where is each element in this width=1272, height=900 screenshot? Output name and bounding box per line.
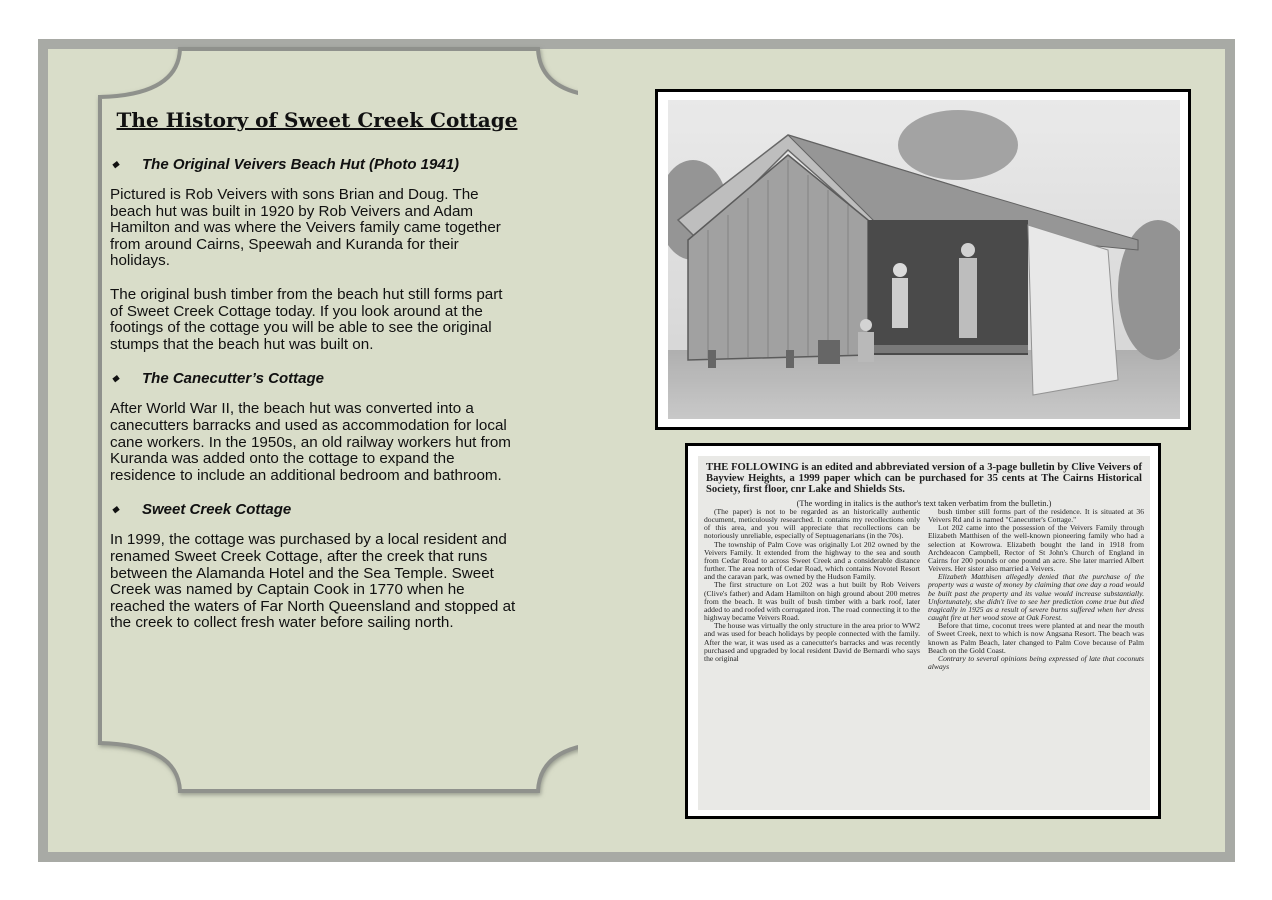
beach-hut-photo	[668, 100, 1180, 419]
bullet-icon: ◆	[112, 373, 119, 384]
clipping-columns	[704, 508, 1144, 671]
section-heading-beach-hut	[110, 156, 518, 173]
section-heading-text: The Canecutter’s Cottage	[142, 370, 324, 388]
section-heading-text: Sweet Creek Cottage	[142, 501, 292, 519]
clipping-column-left	[704, 508, 920, 671]
bullet-icon: ◆	[112, 159, 119, 169]
newspaper-clipping	[698, 456, 1150, 810]
clipping-headline: THE FOLLOWING is an edited and abbreviated version of a 3-page bulletin by Clive Veivers of Bayview Heights, a 1999 paper which can be purchased for 35 cents at The Cairns Historical Society, first floor, cnr Lake and Shields Sts.	[706, 462, 1142, 495]
clipping-paragraph: The first structure on Lot 202 was a hut built by Rob Veivers (Clive's father) and Adam Hamilton on high ground about 200 metres from the beach. It was built of bush timber with a bark roof, later added to and roofed with corrugated iron. The road connecting it to the highway became Veivers Road.	[704, 580, 920, 623]
paragraph: After World War II, the beach hut was converted into a canecutters barracks and used as accommodation for local cane workers. In the 1950s, an old railway workers hut from Kuranda was added onto the cottage to expand the residence to include an additional bedroom and bathroom.	[110, 400, 511, 484]
clipping-paragraph: Elizabeth Matthisen allegedly denied that the purchase of the property was a waste of money by claiming that one day a road would be built past the property and its value would increase substantially. Unfortunately, she didn't live to see her prediction come true but died tragically in 1925 as a result of severe burns suffered when her dress caught fire at her wood stove at Oak Forest.	[928, 572, 1144, 623]
clipping-paragraph: (The paper) is not to be regarded as an historically authentic document, meticulously researched. It contains my recollections only of this area, and you will appreciate that recollections can be notoriously unreliable, especially of Septuagenarians (in the 70s).	[704, 507, 920, 541]
paragraph: In 1999, the cottage was purchased by a local resident and renamed Sweet Creek Cottage, after the creek that runs between the Alamanda Hotel and the Sea Temple. Sweet Creek was named by Captain Cook in 1770 when he reached the waters of Far North Queensland and stopped at the creek to collect fresh water before sailing north.	[110, 531, 516, 632]
paragraph: The original bush timber from the beach hut still forms part of Sweet Creek Cottage today. If you look around at the footings of the cottage you will be able to see the original stumps that the beach hut was built on.	[110, 285, 503, 353]
clipping-frame	[685, 443, 1161, 819]
clipping-paragraph: Contrary to several opinions being expressed of late that coconuts always	[928, 653, 1144, 671]
clipping-column-right	[928, 508, 1144, 671]
section-heading-text: The Original Veivers Beach Hut (Photo 1941)	[142, 156, 460, 173]
bullet-icon: ◆	[112, 504, 119, 515]
clipping-paragraph: The house was virtually the only structure in the area prior to WW2 and was used for beach holidays by people connected with the family. After the war, it was used as a canecutter's barracks and was recently purchased and upgraded by local resident David de Bernardi who says the original	[704, 621, 920, 663]
section-heading-sweet-creek	[110, 501, 518, 518]
clipping-paragraph: Lot 202 came into the possession of the Veivers Family through Elizabeth Matthisen of the well-known pioneering family who had a selection at Kowrowa. Elizabeth bought the land in 1918 from Archdeacon Campbell, Rector of St John's Church of England in Cairns for 200 pounds or one pound an acre. She later married Albert Veivers. Her sister also married a Veivers.	[928, 523, 1144, 574]
photo-frame	[655, 89, 1191, 430]
page-title: The History of Sweet Creek Cottage	[116, 108, 518, 132]
section-heading-canecutters	[110, 370, 518, 387]
clipping-paragraph: Before that time, coconut trees were planted at and near the mouth of Sweet Creek, next to which is now Angsana Resort. The beach was known as Palm Beach, later changed to Palm Cove because of Palm Beach on the Gold Coast.	[928, 621, 1144, 655]
paragraph: Pictured is Rob Veivers with sons Brian and Doug. The beach hut was built in 1920 by Rob Veivers and Adam Hamilton and was where the Veivers family came together from around Cairns, Speewah and Kuranda for their holidays.	[110, 186, 501, 270]
history-panel	[110, 108, 518, 648]
clipping-note: (The wording in italics is the author's text taken verbatim from the bulletin.)	[796, 499, 1052, 508]
clipping-paragraph: The township of Palm Cove was originally Lot 202 owned by the Veivers Family. It extended from the highway to the sea and south from Cedar Road to across Sweet Creek and a considerable distance further. The area north of Cedar Road, which contains Novotel Resort and the caravan park, was owned by the Hudson Family.	[704, 539, 920, 582]
clipping-paragraph: bush timber still forms part of the residence. It is situated at 36 Veivers Rd and is named "Canecutter's Cottage."	[928, 507, 1144, 525]
